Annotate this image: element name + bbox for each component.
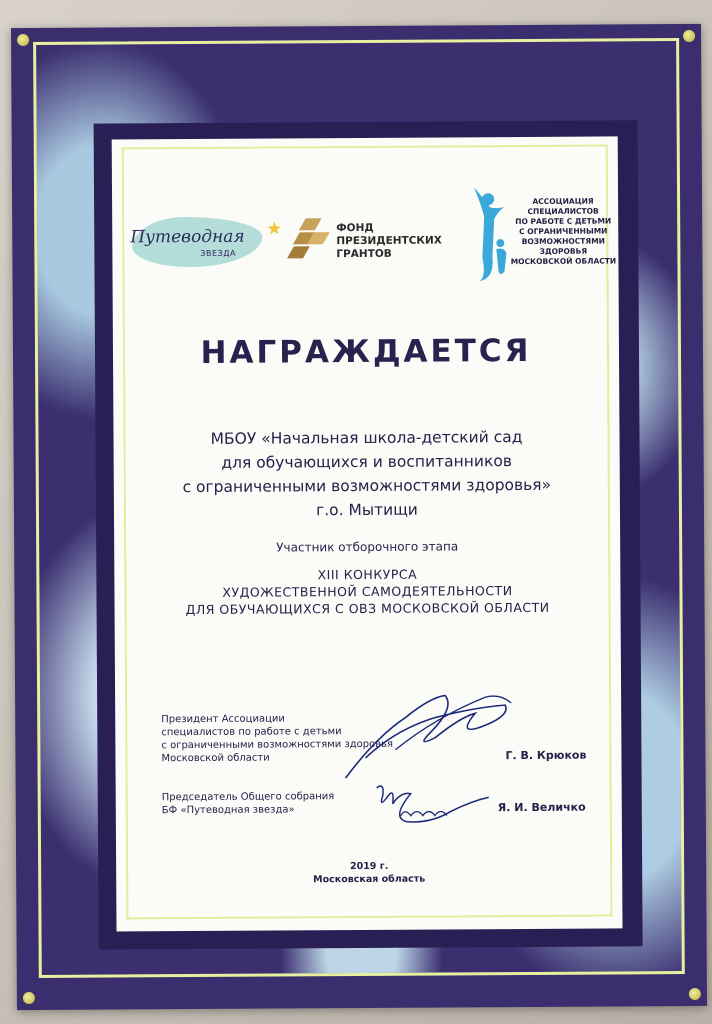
recipient-line2: для обучающихся и воспитанников <box>221 452 513 472</box>
association-line2: ПО РАБОТЕ С ДЕТЬМИ <box>515 216 612 227</box>
pin-top-left <box>17 34 29 46</box>
association-line1: АССОЦИАЦИЯ СПЕЦИАЛИСТОВ <box>527 196 599 216</box>
star-icon: ★ <box>266 218 283 240</box>
pin-bottom-left <box>23 992 35 1004</box>
certificate-title: НАГРАЖДАЕТСЯ <box>200 332 532 371</box>
signatory1-line1: Президент Ассоциации <box>161 713 285 726</box>
signatory1-line3: с ограниченными возможностями здоровья <box>161 738 394 752</box>
recipient-line1: МБОУ «Начальная школа-детский сад <box>210 428 523 448</box>
fund-line2: ПРЕЗИДЕНТСКИХ <box>336 234 442 248</box>
signatory2-line1: Председатель Общего собрания <box>161 791 335 804</box>
fund-line3: ГРАНТОВ <box>336 247 392 261</box>
signatory1-line4: Московской области <box>161 752 270 765</box>
footer-region: Московская область <box>313 873 426 886</box>
association-line4: ВОЗМОЖНОСТЯМИ ЗДОРОВЬЯ <box>521 236 605 256</box>
signatory1-name: Г. В. Крюков <box>505 748 587 763</box>
fund-logo-text <box>336 221 442 261</box>
signatory2-line2: БФ «Путеводная звезда» <box>161 804 295 817</box>
pin-bottom-right <box>689 988 701 1000</box>
stage-text: Участник отборочного этапа <box>276 539 459 555</box>
putevodnaya-zvezda-logo <box>122 213 283 274</box>
contest-line2: ХУДОЖЕСТВЕННОЙ САМОДЕЯТЕЛЬНОСТИ <box>222 583 513 600</box>
recipient-line3: с ограниченными возможностями здоровья» <box>182 475 552 497</box>
association-logo-text <box>508 196 618 267</box>
fund-mark-icon <box>292 218 328 258</box>
footer-block <box>116 858 622 887</box>
signatory2-title <box>162 790 335 817</box>
recipient-block <box>113 424 620 523</box>
signature-1-icon <box>335 677 526 788</box>
association-logo <box>462 186 623 287</box>
recipient-line4: г.о. Мытищи <box>315 500 418 520</box>
logo-star-line1: Путеводная <box>130 226 245 248</box>
logos-row <box>112 186 619 299</box>
signature-2-icon <box>371 777 501 838</box>
parent-child-figure-icon <box>468 187 509 283</box>
presidential-grants-fund-logo <box>292 212 442 273</box>
signatory2-name: Я. И. Величко <box>497 800 586 815</box>
fund-line1: ФОНД <box>336 221 374 235</box>
footer-year: 2019 г. <box>349 860 389 873</box>
contest-line1: XIII КОНКУРСА <box>317 566 418 583</box>
signatory1-line2: специалистов по работе с детьми <box>161 726 342 739</box>
association-line3: С ОГРАНИЧЕННЫМИ <box>519 226 608 237</box>
pin-top-right <box>683 30 695 42</box>
contest-line3: ДЛЯ ОБУЧАЮЩИХСЯ С ОВЗ МОСКОВСКОЙ ОБЛАСТИ <box>185 599 550 618</box>
logo-star-line2: ЗВЕЗДА <box>200 248 236 258</box>
certificate-board <box>11 24 707 1010</box>
certificate-paper <box>112 136 623 931</box>
association-line5: МОСКОВСКОЙ ОБЛАСТИ <box>510 256 617 267</box>
contest-block <box>114 564 620 618</box>
